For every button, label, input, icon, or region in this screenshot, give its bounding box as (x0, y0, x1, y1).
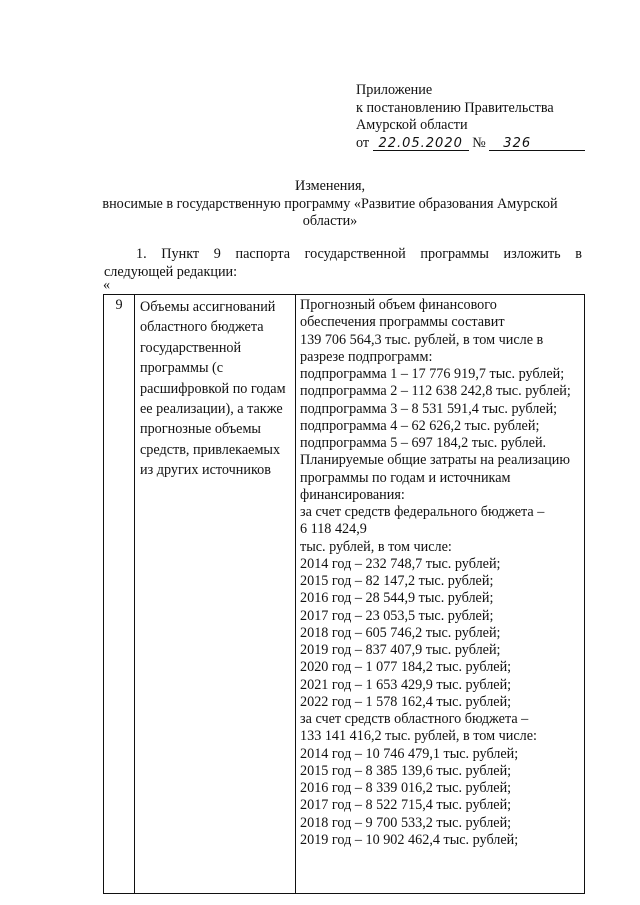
number-label: № (472, 134, 486, 151)
paragraph-line-2: следующей редакции: (104, 263, 238, 280)
row-number: 9 (104, 295, 135, 894)
value-line: подпрограмма 2 – 112 638 242,8 тыс. рублей; (300, 383, 571, 400)
annex-title: Приложение (356, 82, 433, 98)
value-line: 133 141 416,2 тыс. рублей, в том числе: (300, 728, 537, 745)
annex-date-line (356, 135, 585, 153)
row-name-cell (135, 295, 296, 894)
value-line: 6 118 424,9 (300, 521, 367, 538)
name-line: расшифровкой по годам (140, 380, 286, 397)
name-line: из других источников (140, 462, 271, 479)
annex-reference: к постановлению Правительства (356, 99, 554, 116)
paragraph-line-1: 1. Пункт 9 паспорта государственной программы изложить в (136, 246, 582, 262)
table-row (104, 295, 585, 894)
value-line: за счет средств федерального бюджета – (300, 504, 545, 520)
value-line: 2017 год – 8 522 715,4 тыс. рублей; (300, 797, 512, 814)
handwritten-date: 22.05.2020 (373, 137, 469, 151)
value-line: 2021 год – 1 653 429,9 тыс. рублей; (300, 676, 512, 693)
value-line: 2016 год – 8 339 016,2 тыс. рублей; (300, 780, 512, 796)
row-name-text (135, 295, 295, 481)
opening-quote: « (103, 277, 111, 293)
value-line: подпрограмма 4 – 62 626,2 тыс. рублей; (300, 417, 540, 434)
name-line: ее реализации), а также (140, 401, 283, 418)
name-line: средств, привлекаемых (140, 441, 281, 458)
value-line: подпрограмма 1 – 17 776 919,7 тыс. рублей; (300, 366, 565, 382)
value-line: Прогнозный объем финансового (300, 297, 497, 313)
value-line: подпрограмма 3 – 8 531 591,4 тыс. рублей; (300, 400, 558, 417)
row-value-text (296, 295, 584, 849)
value-line: 2019 год – 837 407,9 тыс. рублей; (300, 642, 501, 658)
value-line: Планируемые общие затраты на реализацию (300, 452, 570, 469)
passport-table (103, 294, 585, 894)
instruction-paragraph (104, 246, 582, 281)
value-line: обеспечения программы составит (300, 314, 505, 331)
value-line: за счет средств областного бюджета – (300, 711, 529, 727)
value-line: 2020 год – 1 077 184,2 тыс. рублей; (300, 659, 512, 676)
name-line: государственной (140, 339, 242, 356)
title-line-3: области» (302, 213, 358, 229)
value-line: 2022 год – 1 578 162,4 тыс. рублей; (300, 693, 512, 710)
value-line: финансирования: (300, 486, 405, 503)
name-line: областного бюджета (140, 319, 264, 336)
title-line-1: Изменения, (294, 178, 366, 194)
name-line: Объемы ассигнований (140, 299, 276, 315)
from-label: от (356, 134, 370, 151)
value-line: 2015 год – 8 385 139,6 тыс. рублей; (300, 762, 512, 779)
document-title (80, 178, 580, 231)
value-line: 2014 год – 232 748,7 тыс. рублей; (300, 555, 501, 572)
value-line: 2016 год – 28 544,9 тыс. рублей; (300, 590, 494, 607)
value-line: 2014 год – 10 746 479,1 тыс. рублей; (300, 745, 519, 762)
annex-header (356, 82, 585, 152)
value-line: 2019 год – 10 902 462,4 тыс. рублей; (300, 831, 519, 848)
name-line: программы (с (140, 360, 224, 377)
value-line: 2015 год – 82 147,2 тыс. рублей; (300, 573, 494, 589)
value-line: 2018 год – 9 700 533,2 тыс. рублей; (300, 814, 512, 831)
row-value-cell (296, 295, 585, 894)
value-line: разрезе подпрограмм: (300, 348, 433, 365)
title-line-2: вносимые в государственную программу «Развитие образования Амурской (102, 195, 558, 212)
value-line: 139 706 564,3 тыс. рублей, в том числе в (300, 331, 544, 348)
value-line: подпрограмма 5 – 697 184,2 тыс. рублей. (300, 435, 547, 451)
value-line: программы по годам и источникам (300, 469, 511, 486)
value-line: тыс. рублей, в том числе: (300, 538, 452, 555)
value-line: 2017 год – 23 053,5 тыс. рублей; (300, 607, 494, 624)
name-line: прогнозные объемы (140, 421, 261, 438)
annex-region: Амурской области (356, 117, 468, 133)
handwritten-number: 326 (489, 137, 585, 151)
value-line: 2018 год – 605 746,2 тыс. рублей; (300, 624, 501, 641)
